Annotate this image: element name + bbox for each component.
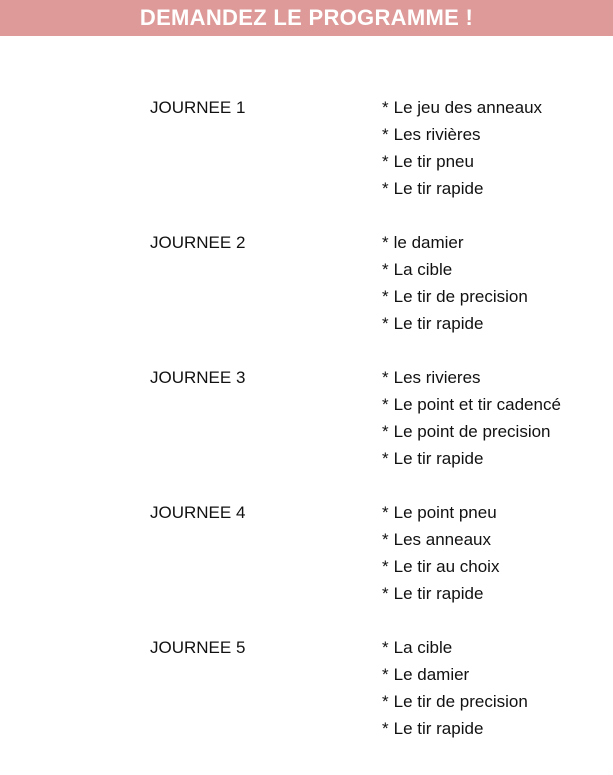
bullet-marker: *	[382, 719, 389, 738]
activity-item	[382, 94, 542, 121]
activity-label: Le tir de precision	[393, 287, 528, 306]
page-title: DEMANDEZ LE PROGRAMME !	[139, 5, 474, 30]
activity-item	[382, 634, 528, 661]
bullet-marker: *	[382, 233, 389, 252]
bullet-marker: *	[382, 692, 389, 711]
activity-item	[382, 661, 528, 688]
activity-list	[382, 94, 542, 202]
activity-item	[382, 121, 542, 148]
activity-label: Le tir rapide	[393, 314, 484, 333]
activity-item	[382, 499, 499, 526]
activity-label: Le tir rapide	[393, 719, 484, 738]
activity-label: Le tir de precision	[393, 692, 528, 711]
activity-list	[382, 499, 499, 607]
activity-item	[382, 148, 542, 175]
activity-label: Les rivières	[393, 125, 481, 144]
bullet-marker: *	[382, 395, 389, 414]
day-block-1	[0, 94, 613, 229]
activity-label: Les rivieres	[393, 368, 481, 387]
day-block-3	[0, 364, 613, 499]
bullet-marker: *	[382, 584, 389, 603]
activity-item	[382, 229, 528, 256]
title-banner	[0, 0, 613, 36]
activity-item	[382, 391, 561, 418]
day-label: JOURNEE 5	[150, 638, 246, 657]
day-label: JOURNEE 4	[150, 503, 246, 522]
activity-label: La cible	[393, 638, 453, 657]
activity-label: Le damier	[393, 665, 470, 684]
activity-item	[382, 715, 528, 742]
day-label: JOURNEE 1	[150, 98, 246, 117]
activity-label: La cible	[393, 260, 453, 279]
bullet-marker: *	[382, 557, 389, 576]
activity-item	[382, 580, 499, 607]
activity-label: Le point pneu	[393, 503, 497, 522]
activity-list	[382, 364, 561, 472]
bullet-marker: *	[382, 179, 389, 198]
activity-label: Le jeu des anneaux	[393, 98, 543, 117]
activity-label: le damier	[393, 233, 464, 252]
activity-label: Le tir rapide	[393, 449, 484, 468]
activity-label: Le tir pneu	[393, 152, 474, 171]
activity-list	[382, 229, 528, 337]
activity-item	[382, 310, 528, 337]
bullet-marker: *	[382, 503, 389, 522]
activity-label: Le tir rapide	[393, 584, 484, 603]
activity-label: Le tir au choix	[393, 557, 500, 576]
activity-label: Le tir rapide	[393, 179, 484, 198]
day-label: JOURNEE 3	[150, 368, 246, 387]
bullet-marker: *	[382, 287, 389, 306]
bullet-marker: *	[382, 260, 389, 279]
bullet-marker: *	[382, 368, 389, 387]
bullet-marker: *	[382, 98, 389, 117]
activity-item	[382, 553, 499, 580]
bullet-marker: *	[382, 422, 389, 441]
activity-item	[382, 688, 528, 715]
day-block-2	[0, 229, 613, 364]
day-label: JOURNEE 2	[150, 233, 246, 252]
activity-label: Le point de precision	[393, 422, 551, 441]
activity-item	[382, 256, 528, 283]
activity-item	[382, 175, 542, 202]
bullet-marker: *	[382, 530, 389, 549]
activity-item	[382, 526, 499, 553]
bullet-marker: *	[382, 125, 389, 144]
activity-label: Les anneaux	[393, 530, 491, 549]
day-block-5	[0, 634, 613, 769]
bullet-marker: *	[382, 638, 389, 657]
activity-item	[382, 418, 561, 445]
bullet-marker: *	[382, 152, 389, 171]
activity-list	[382, 634, 528, 742]
activity-item	[382, 445, 561, 472]
activity-item	[382, 283, 528, 310]
bullet-marker: *	[382, 314, 389, 333]
activity-label: Le point et tir cadencé	[393, 395, 561, 414]
activity-item	[382, 364, 561, 391]
program-schedule	[0, 94, 613, 769]
bullet-marker: *	[382, 665, 389, 684]
bullet-marker: *	[382, 449, 389, 468]
day-block-4	[0, 499, 613, 634]
